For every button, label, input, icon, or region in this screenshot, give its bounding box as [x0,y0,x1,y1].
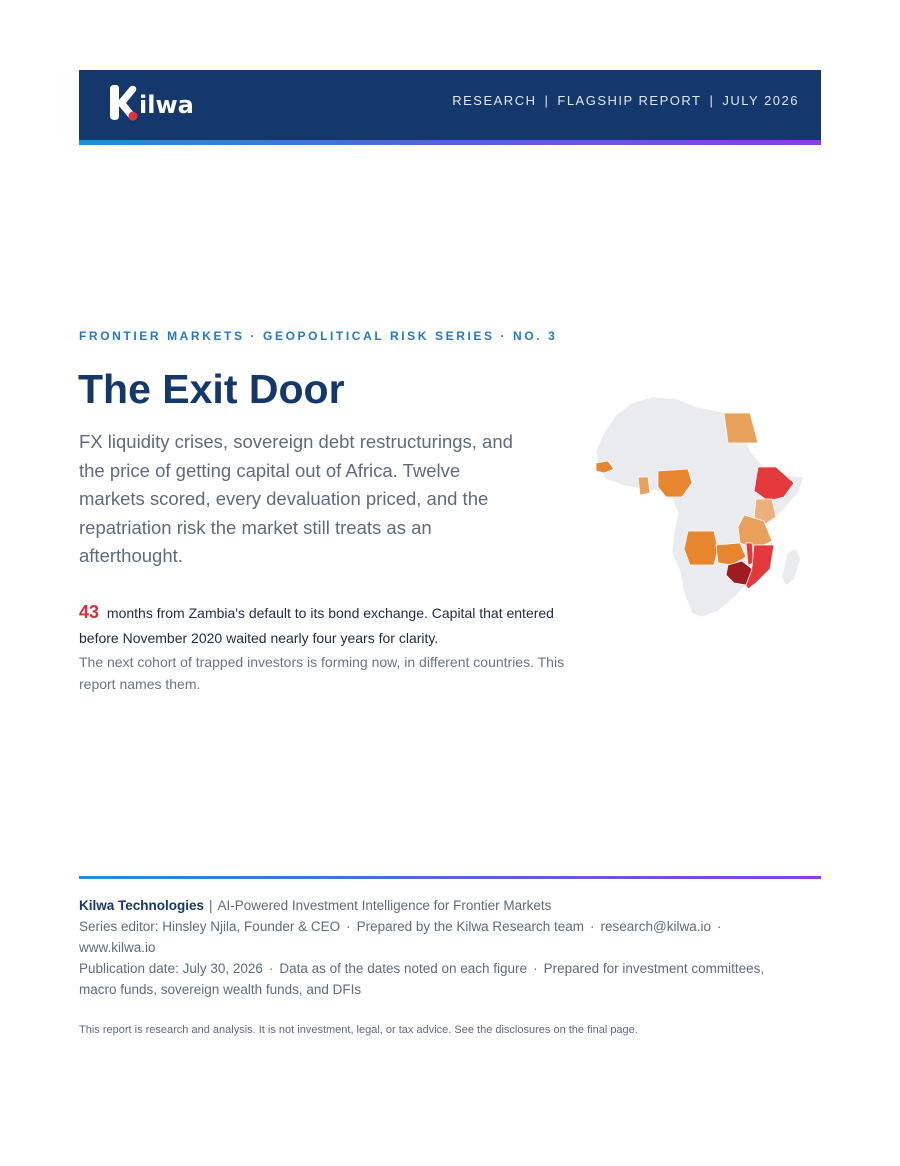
key-stat-subtext: The next cohort of trapped investors is forming now, in different countries. This report names them. [79,654,565,692]
region-ghana [638,477,650,495]
footer-company: Kilwa Technologies [79,898,205,913]
report-header [79,70,821,140]
footer-tagline: AI-Powered Investment Intelligence for Frontier Markets [217,898,552,913]
footer-accent-bar [79,876,821,879]
footer-prepared-by: Prepared by the Kilwa Research team [356,919,584,934]
header-section: RESEARCH [452,93,537,108]
header-meta [452,93,799,108]
key-stat-text: months from Zambia's default to its bond exchange. Capital that entered before November 2020 waited nearly four years for clarity. [79,605,554,646]
footer-website-link[interactable]: www.kilwa.io [79,940,156,955]
series-eyebrow: FRONTIER MARKETS · GEOPOLITICAL RISK SERIES · NO. 3 [79,329,558,343]
footer-line-publication: Publication date: July 30, 2026 · Data as of the dates noted on each figure · Prepared for investment committees, macro funds, sovereign wealth funds, and DFIs [79,961,765,997]
header-date: JULY 2026 [722,93,799,108]
madagascar [782,549,800,585]
footer-data-note: Data as of the dates noted on each figure [279,961,528,976]
header-report-type: FLAGSHIP REPORT [557,93,702,108]
report-dek: FX liquidity crises, sovereign debt restructurings, and the price of getting capital out of Africa. Twelve markets scored, every devaluation priced, and the repatriation risk the market still treats as an afterthought. [79,431,513,566]
footer-line-credits: Series editor: Hinsley Njila, Founder & CEO · Prepared by the Kilwa Research team · research@kilwa.io · www.kilwa.io [79,919,722,955]
footer-audience: Prepared for investment committees, macro funds, sovereign wealth funds, and DFIs [79,961,765,997]
header-accent-bar [79,140,821,145]
kilwa-logo[interactable] [107,80,199,126]
header-separator: | [544,93,550,108]
region-angola [684,531,718,565]
footer-line-company [79,895,799,916]
key-stat [79,600,569,651]
kilwa-logo-mark-icon [107,83,141,123]
logo-wordmark: ilwa [139,91,194,119]
region-egypt [724,413,758,443]
footer-pub-date: Publication date: July 30, 2026 [79,961,263,976]
key-stat-number: 43 [79,602,100,622]
header-separator: | [709,93,715,108]
footer-editor: Series editor: Hinsley Njila, Founder & CEO [79,919,341,934]
report-footer [79,895,799,1000]
africa-risk-map [592,393,812,625]
footer-email-link[interactable]: research@kilwa.io [600,919,711,934]
report-title: The Exit Door [78,366,345,412]
legal-disclaimer: This report is research and analysis. It is not investment, legal, or tax advice. See the disclosures on the final page. [79,1024,638,1036]
footer-pipe: | [209,898,213,913]
